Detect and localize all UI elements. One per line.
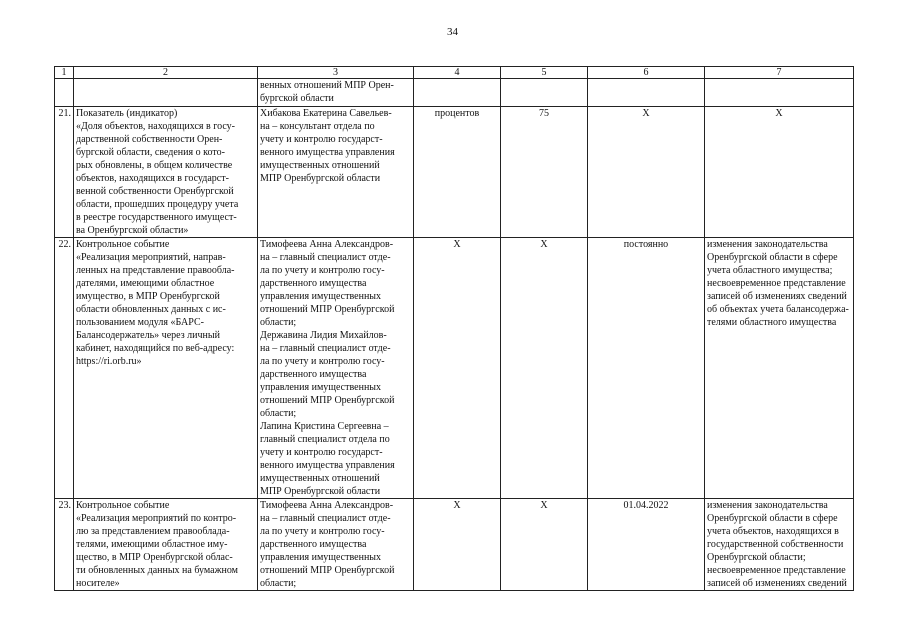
responsible-cell: Тимофеева Анна Александров- на – главный специалист отде- ла по учету и контролю госу- дарственного имущества управления имущественных отношений МПР Оренбургской области; Державина Лидия Михайлов- на – главный специалист отде- ла по учету и контролю госу- дарственного имущества управления имущественных отношений МПР Оренбургской области; Лапина Кристина Сергеевна – главный специалист отдела по учету и контролю государст- венного имущества управления имущественных отношений МПР Оренбургской области: [258, 238, 414, 499]
value-cell: Х: [501, 238, 588, 499]
plan-table: [54, 66, 854, 591]
indicator-cell: Контрольное событие «Реализация мероприятий, направ- ленных на представление правообла- дателями, имеющими областное имущество, в МПР Оренбургской области обновленных данных с ис- пользованием модуля «БАРС- Балансодержатель» через личный кабинет, находящийся по веб-адресу: https://ri.orb.ru»: [74, 238, 258, 499]
column-header: 3: [258, 67, 414, 79]
value-cell: [501, 79, 588, 107]
term-cell: постоянно: [588, 238, 705, 499]
column-header: 6: [588, 67, 705, 79]
column-header: 7: [705, 67, 854, 79]
risk-cell: изменения законодательства Оренбургской области в сфере учета объектов, находящихся в государственной собственности Оренбургской области; несвоевременное представление записей об изменениях сведений: [705, 499, 854, 591]
risk-cell: [705, 79, 854, 107]
term-cell: 01.04.2022: [588, 499, 705, 591]
responsible-cell: Хибакова Екатерина Савельев- на – консультант отдела по учету и контролю государст- венного имущества управления имущественных отношений МПР Оренбургской области: [258, 107, 414, 238]
unit-cell: Х: [414, 499, 501, 591]
column-number-row: [55, 67, 854, 79]
table-row: [55, 107, 854, 238]
responsible-cell: Тимофеева Анна Александров- на – главный специалист отде- ла по учету и контролю госу- дарственного имущества управления имущественных отношений МПР Оренбургской области;: [258, 499, 414, 591]
value-cell: 75: [501, 107, 588, 238]
unit-cell: Х: [414, 238, 501, 499]
risk-cell: изменения законодательства Оренбургской области в сфере учета областного имущества; несвоевременное представление записей об изменениях сведений об объектах учета балансодержа- телями областного имущества: [705, 238, 854, 499]
risk-cell: Х: [705, 107, 854, 238]
column-header: 1: [55, 67, 74, 79]
unit-cell: процентов: [414, 107, 501, 238]
term-cell: [588, 79, 705, 107]
column-header: 4: [414, 67, 501, 79]
responsible-cell: венных отношений МПР Орен- бургской области: [258, 79, 414, 107]
column-header: 2: [74, 67, 258, 79]
row-number: 22.: [55, 238, 74, 499]
column-header: 5: [501, 67, 588, 79]
table-row: [55, 238, 854, 499]
indicator-cell: Контрольное событие «Реализация мероприятий по контро- лю за представлением правооблада- телями, имеющими областное иму- щество, в МПР Оренбургской облас- ти обновленных данных на бумажном носителе»: [74, 499, 258, 591]
table-row: [55, 499, 854, 591]
page-number: 34: [447, 26, 458, 38]
term-cell: Х: [588, 107, 705, 238]
table-row-continuation: [55, 79, 854, 107]
row-number: 23.: [55, 499, 74, 591]
row-number: [55, 79, 74, 107]
unit-cell: [414, 79, 501, 107]
value-cell: Х: [501, 499, 588, 591]
indicator-cell: Показатель (индикатор) «Доля объектов, находящихся в госу- дарственной собственности Орен- бургской области, сведения о кото- рых обновлены, в общем количестве объектов, находящихся в государст- венной собственности Оренбургской области, прошедших процедуру учета в реестре государственного имущест- ва Оренбургской области»: [74, 107, 258, 238]
indicator-cell: [74, 79, 258, 107]
row-number: 21.: [55, 107, 74, 238]
